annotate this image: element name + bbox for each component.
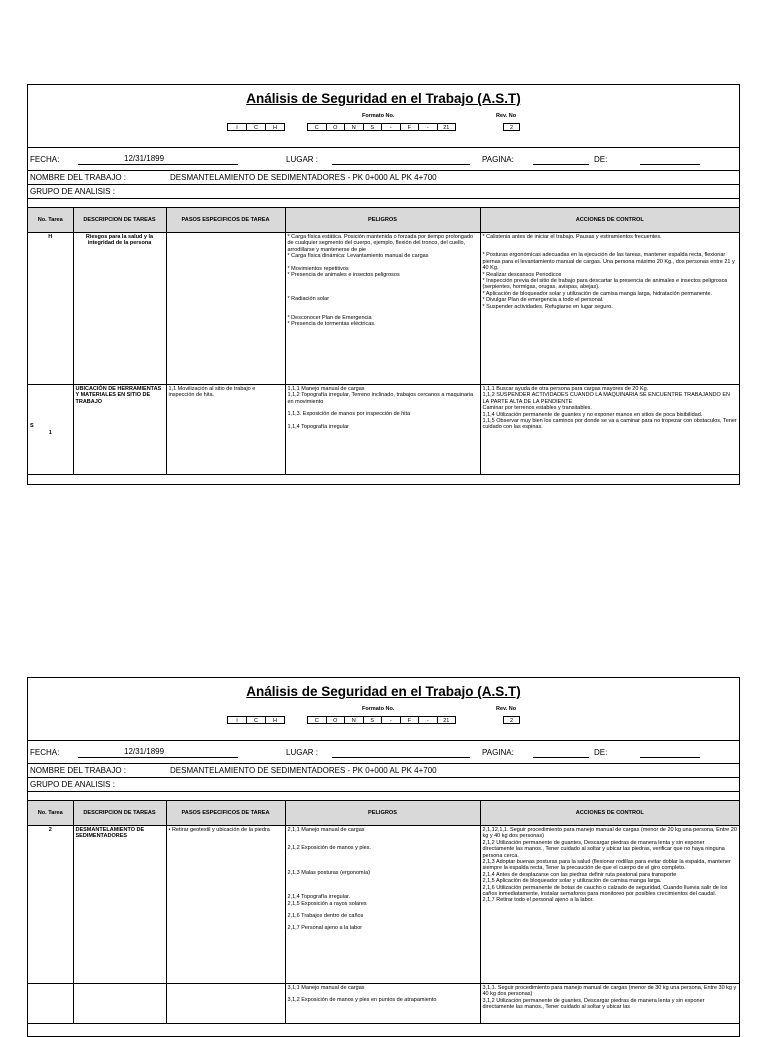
code-cell: S [363,123,383,131]
task-number [28,984,73,1024]
col-peligros: PELIGROS [285,801,480,826]
code-cell: - [418,716,438,724]
control-item: * Inspección previa del sitio de trabajo para descartar la presencia de animales e insectos peligrosos (serpientes, hormigas, orugas, avispas, abejas). [482,278,728,291]
lugar-label: LUGAR : [286,748,319,757]
control-item: * Realizar descansos Periodicos [482,271,562,278]
code-cell: O [326,716,346,724]
pagina-label: PAGINA: [482,155,514,164]
code-formato [308,716,456,724]
control-item: 2,1,6 Utilización permanente de botas de caucho o calzado de seguridad, Cuando lluevia salir de los caños inmediatamente, instalar semaforos para monitoreo por posibles crecimientos del caudal. [482,884,728,898]
hazard-item: * Presencia de animales e insectos peligrosos [287,272,400,279]
hazards-cell [285,826,480,984]
lugar-underline [332,164,470,165]
table-row [28,984,739,1024]
hazard-item: 2,1,2 Exposición de manos y pies. [287,845,371,852]
code-cell: 21 [437,123,457,131]
code-cell: - [381,716,401,724]
fecha-label: FECHA: [30,748,60,757]
task-steps [166,233,285,385]
pagina-underline [533,164,589,165]
code-cell: 21 [437,716,457,724]
task-number: H [28,233,73,385]
control-item: * Suspender actividades. Refugiarse en lugar seguro. [482,303,613,310]
control-item: 2,1,12,1,1. Seguir procedimiento para manejo manual de cargas (menor de 20 kg una persona, Entre 20 kg y 40 kg dos personas) [482,827,737,840]
control-item: 2,1,2 Utilización permanente de guantes, Descargar piedras de manera lenta y sin exponer directamente las manos., Tener cuidado al soltar y ubicar las piedras, verificar que no haya ninguna persona cerca. [482,839,725,859]
ast-sheet-2 [27,677,740,1037]
code-rev [504,716,520,724]
nombre-row [28,171,739,185]
fecha-value: 12/31/1899 [124,154,165,163]
hazard-item: 1,1,1 Manejo manual de cargas [287,386,365,392]
control-item: 1,1,2 SUSPENDER ACTIVIDADES CUANDO LA MAQUINARIA SE ENCUENTRE TRABAJANDO EN LA PARTE ALTA DE LA PENDIENTE [482,392,730,405]
form-title: Análisis de Seguridad en el Trabajo (A.S.T) [246,91,521,106]
spacer-row [28,199,739,208]
hazard-item: 2,1,7 Personal ajeno a la labor [287,925,363,932]
control-item: * Divulgar Plan de emergencia a todo el personal. [482,297,604,304]
task-code: S [30,423,34,430]
task-steps: 1,1 Movilización al sitio de trabajo e inspección de hita. [166,385,285,475]
control-item: 1,1,1 Buscar ayuda de otra persona para cargas mayores de 20 Kg. [482,386,649,392]
grupo-row [28,778,739,792]
formato-label: Formato No. [362,113,395,119]
code-formato [308,123,456,131]
controls-cell [480,826,739,984]
hazard-item: * Presencia de tormentas eléctricas. [287,321,376,328]
grupo-row [28,185,739,199]
task-number: 2 [28,826,73,984]
hazard-item: * Radiación solar [287,296,330,303]
ast-table [28,801,739,1024]
code-cell: C [307,716,327,724]
table-header-row [28,801,739,826]
task-description: DESMANTELAMIENTO DE SEDIMENTADORES [73,826,166,984]
hazard-item: 3,1,1 Manejo manual de cargas [287,985,365,991]
rev-label: Rev. No [496,706,517,712]
de-label: DE: [594,155,608,164]
fecha-underline [78,757,238,758]
fecha-label: FECHA: [30,155,60,164]
lugar-label: LUGAR : [286,155,319,164]
task-description [73,984,166,1024]
code-cell: C [307,123,327,131]
code-company [228,123,285,131]
code-cell: I [227,716,247,724]
nombre-value: DESMANTELAMIENTO DE SEDIMENTADORES - PK 0+000 AL PK 4+700 [170,173,437,182]
controls-cell [480,233,739,385]
task-description: Riesgos para la salud y la integridad de la persona [73,233,166,385]
code-cell: 2 [503,123,520,131]
code-cell: N [344,716,364,724]
task-description: UBICACIÓN DE HERRAMIENTAS Y MATERIALES EN SITIO DE TRABAJO [73,385,166,475]
hazard-item: 2,1,1 Manejo manual de cargas [287,827,365,833]
rev-label: Rev. No [496,113,517,119]
hazard-item: * Carga física dinámica: Levantamiento manual de cargas [287,253,429,260]
pagina-label: PAGINA: [482,748,514,757]
hazards-cell [285,984,480,1024]
task-index: 1 [48,429,52,436]
ast-sheet-1 [27,84,740,485]
col-acciones: ACCIONES DE CONTROL [480,208,739,233]
col-desc: DESCRIPCION DE TAREAS [73,801,166,826]
hazard-item: 1,1,2 Topografía irregular, Terreno inclinado, trabajos cercanos a maquinaria en movimiento [287,392,474,405]
code-cell: H [265,716,285,724]
hazard-item: 2,1,6 Trabajos dentro de caños [287,913,364,920]
sheet-header [28,678,739,741]
code-rev [504,123,520,131]
hazards-cell [285,233,480,385]
grupo-label: GRUPO DE ANALISIS : [30,780,115,789]
task-number [28,385,73,475]
hazard-item: 1,1,4 Topografía irregular [287,423,349,430]
spacer-row [28,792,739,801]
fecha-row [28,152,739,171]
code-cell: C [246,123,266,131]
table-row [28,233,739,385]
hazards-cell [285,385,480,475]
task-steps [166,984,285,1024]
control-item: 2,1,5 Aplicación de bloqueador solar y utilización de camisa manga larga. [482,878,662,885]
control-item: 2,1,4 Antes de desplazarse con las piedras definir ruta peatonal para transporte [482,871,677,878]
control-item: 1,1,4 Utilización permanente de guantes y no exponer manos en sitios de poca bisibilidad. [482,411,703,418]
code-cell: 2 [503,716,520,724]
fecha-value: 12/31/1899 [124,747,165,756]
hazard-item: 3,1,2 Exposición de manos y pies en puntos de atrapamiento [287,997,437,1004]
code-cell: - [381,123,401,131]
control-item: 2,1,7 Retirar todo el personal ajeno a la labor. [482,897,594,904]
control-item: 2,1,3 Adoptar buenas posturas para la salud (flexionar rodillas para evitar doblar la espalda, mantener siempre la espalda recta, Tener la precaución de que el cuerpo de el giro completo. [482,859,731,872]
col-num: No. Tarea [28,208,73,233]
col-peligros: PELIGROS [285,208,480,233]
table-row [28,826,739,984]
col-pasos: PASOS ESPECIFICOS DE TAREA [166,208,285,233]
hazard-item: 2,1,3 Malas posturas (ergonomía) [287,869,371,876]
nombre-value: DESMANTELAMIENTO DE SEDIMENTADORES - PK 0+000 AL PK 4+700 [170,766,437,775]
code-company [228,716,285,724]
de-label: DE: [594,748,608,757]
pagina-underline [533,757,589,758]
hazard-item: 2,1,4 Topografía irregular. [287,894,351,901]
de-underline [640,164,700,165]
task-steps: • Retirar geotextil y ubicación de la piedra [166,826,285,984]
control-item: Caminar por terrenos estables y transitables. [482,405,592,412]
controls-cell [480,984,739,1024]
sheet-header [28,85,739,148]
nombre-label: NOMBRE DEL TRABAJO : [30,766,127,775]
control-item: 3,1,2 Utilización permanente de guantes, Descargar piedras de manera lenta y sin exponer directamente las manos., Tener cuidado al soltar y ubicar las [482,997,705,1011]
nombre-row [28,764,739,778]
hazard-item: 1,1,3. Exposición de manos por inspección de hita [287,411,411,418]
control-item: 3,1,1. Seguir procedimiento para manejo manual de cargas (menor de 30 kg una persona, Entre 30 kg y 40 kg dos personas) [482,985,737,998]
nombre-label: NOMBRE DEL TRABAJO : [30,173,127,182]
table-header-row [28,208,739,233]
col-acciones: ACCIONES DE CONTROL [480,801,739,826]
control-item: * Calistenia antes de iniciar el trabajo. Pausas y estiramientos frecuentes. [482,234,662,240]
controls-cell [480,385,739,475]
code-cell: S [363,716,383,724]
code-cell: F [400,716,420,724]
form-title: Análisis de Seguridad en el Trabajo (A.S.T) [246,684,521,699]
code-cell: F [400,123,420,131]
hazard-item: 2,1,5 Exposición a rayos solares [287,900,367,907]
code-cell: - [418,123,438,131]
fecha-underline [78,164,238,165]
lugar-underline [332,757,470,758]
code-cell: I [227,123,247,131]
code-cell: C [246,716,266,724]
hazard-item: * Desconocer Plan de Emergencia [287,314,372,321]
hazard-item: * Movimientos repetitivos [287,265,349,272]
control-item: * Aplicación de bloqueador solar y utilización de camisa manga larga, hidratación permanente. [482,290,713,297]
code-cell: N [344,123,364,131]
ast-table [28,208,739,475]
table-row [28,385,739,475]
control-item: * Posturas ergonómicas adecuadas en la ejecución de las tareas, mantener espalda recta, flexionar piernas para el levantamiento manual de cargas. Una persona máximo 20 Kg., dos personas entre 21 y 40 Kg. [482,252,735,272]
hazard-item: * Carga física estática. Posición mantenida o forzada por tiempo prolongado de cualquier segmento del cuerpo, ejemplo, flexión del tronco, del cuello, arrodillarse y mantenerse de pie [287,234,474,253]
de-underline [640,757,700,758]
code-cell: O [326,123,346,131]
grupo-label: GRUPO DE ANALISIS : [30,187,115,196]
col-num: No. Tarea [28,801,73,826]
formato-label: Formato No. [362,706,395,712]
col-pasos: PASOS ESPECIFICOS DE TAREA [166,801,285,826]
col-desc: DESCRIPCION DE TAREAS [73,208,166,233]
fecha-row [28,745,739,764]
control-item: 1,1,5 Observar muy bien los caminos por donde se va a caminar para no tropezar con obstaculos, Tener cuidado con las espinas. [482,418,737,431]
code-cell: H [265,123,285,131]
